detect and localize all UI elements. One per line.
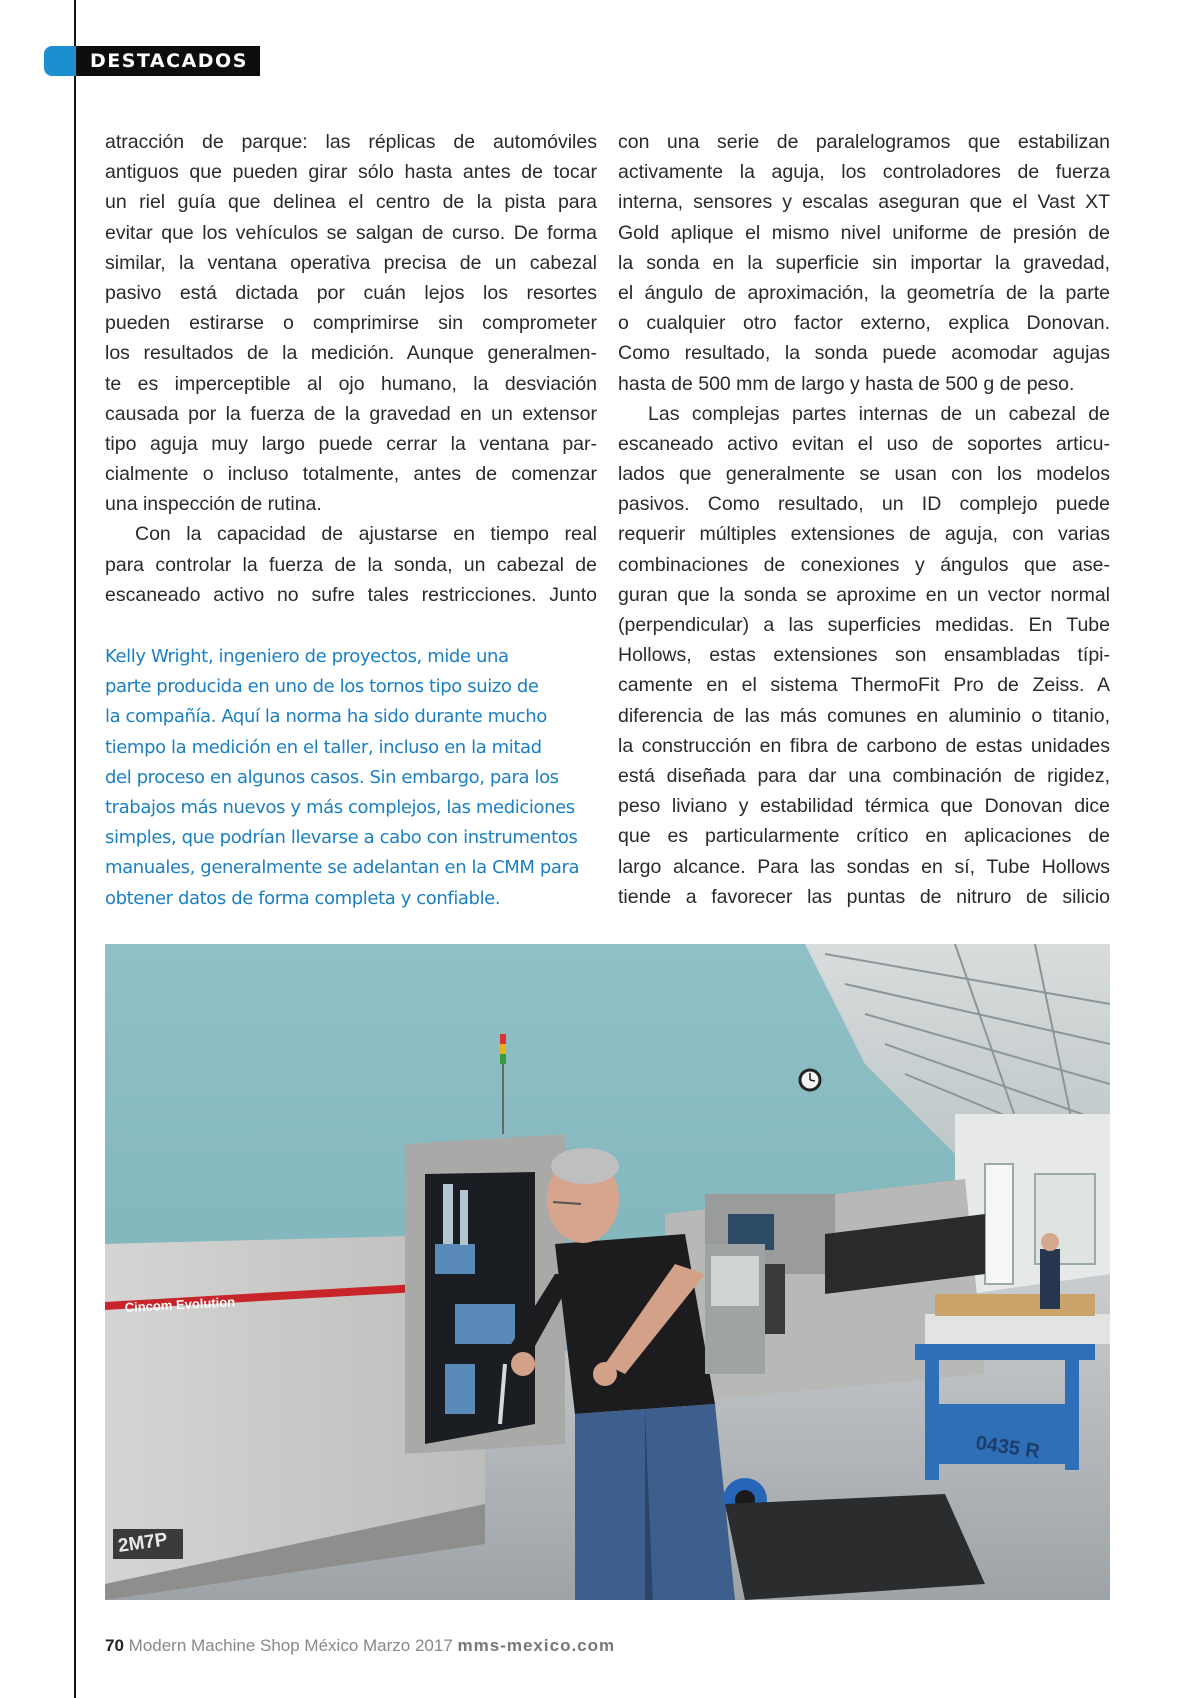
body-line: Con la capacidad de ajustarse en tiempo real [135, 523, 597, 546]
body-line: peso liviano y estabilidad térmica que Donovan dice [618, 795, 1110, 818]
caption-line: tiempo la medición en el taller, incluso en la mitad [105, 736, 542, 758]
body-line: te es imperceptible al ojo humano, la desviación [105, 372, 597, 395]
body-line: Hollows, estas extensiones son ensambladas típi- [618, 644, 1110, 667]
body-line: lados que generalmente se usan con los modelos [618, 463, 1110, 486]
body-line: causada por la fuerza de la gravedad en un extensor [105, 402, 597, 425]
margin-rule [74, 0, 76, 1698]
body-line: cialmente o incluso totalmente, antes de comenzar [105, 463, 597, 486]
body-line: el ángulo de aproximación, la geometría de la parte [618, 281, 1110, 304]
caption-line: obtener datos de forma completa y confiable. [105, 887, 501, 909]
body-line: los resultados de la medición. Aunque generalmen- [105, 342, 597, 365]
body-line: (perpendicular) a las superficies medidas. En Tube [618, 614, 1110, 636]
body-line: largo alcance. Para las sondas en sí, Tube Hollows [618, 855, 1110, 878]
left-column [105, 127, 597, 610]
body-line: requerir múltiples extensiones de aguja, con varias [618, 523, 1110, 546]
page-number: 70 [105, 1636, 124, 1655]
body-line: que es particularmente crítico en aplicaciones de [618, 825, 1110, 848]
body-line: pueden estirarse o comprimirse sin comprometer [105, 312, 597, 335]
caption-line: manuales, generalmente se adelantan en la CMM para [105, 857, 580, 879]
body-line: escaneado activo evitan el uso de soportes articu- [618, 432, 1110, 455]
body-line: está diseñada para dar una combinación de rigidez, [618, 764, 1110, 787]
body-line: tipo aguja muy largo puede cerrar la ventana par- [105, 432, 597, 455]
body-line: con una serie de paralelogramos que estabilizan [618, 131, 1110, 153]
machine-brand-label: Cincom Evolution [124, 1294, 236, 1315]
body-line: diferencia de las más comunes en aluminio o titanio, [618, 704, 1110, 727]
body-line: Las complejas partes internas de un cabezal de [648, 402, 1110, 425]
section-label: DESTACADOS [76, 46, 260, 76]
publication-name: Modern Machine Shop México Marzo 2017 [128, 1636, 453, 1655]
body-line: guran que la sonda se aproxime en un vector normal [618, 583, 1110, 606]
body-line: camente en el sistema ThermoFit Pro de Zeiss. A [618, 674, 1110, 697]
body-line: atracción de parque: las réplicas de automóviles [105, 131, 597, 153]
caption-line: del proceso en algunos casos. Sin embargo, para los [105, 766, 559, 788]
body-line: un riel guía que delinea el centro de la pista para [105, 191, 597, 214]
body-line: la construcción en fibra de carbono de estas unidades [618, 734, 1110, 757]
caption-line: la compañía. Aquí la norma ha sido durante mucho [105, 706, 547, 728]
body-line: antiguos que pueden girar sólo hasta antes de tocar [105, 161, 597, 184]
body-line: hasta de 500 mm de largo y hasta de 500 g de peso. [618, 372, 1075, 395]
right-column [618, 127, 1110, 912]
body-line: la sonda en la superficie sin importar la gravedad, [618, 251, 1110, 274]
caption-line: simples, que podrían llevarse a cabo con instrumentos [105, 827, 578, 849]
body-line: evitar que los vehículos se salgan de curso. De forma [105, 221, 597, 244]
body-line: tiende a favorecer las puntas de nitruro de silicio [618, 885, 1110, 908]
body-line: escaneado activo no sufre tales restricciones. Junto [105, 583, 597, 606]
machine-model-label: 2M7P [116, 1529, 169, 1557]
website-link[interactable]: mms-mexico.com [457, 1636, 616, 1655]
caption-line: parte producida en uno de los tornos tipo suizo de [105, 676, 539, 698]
body-line: combinaciones de conexiones y ángulos que ase- [618, 553, 1110, 576]
shop-floor-photo [105, 944, 1110, 1600]
body-line: Gold aplique el mismo nivel uniforme de presión de [618, 221, 1110, 244]
body-line: pasivos. Como resultado, un ID complejo puede [618, 493, 1110, 516]
body-line: Como resultado, la sonda puede acomodar agujas [618, 342, 1110, 365]
page-footer [105, 1636, 615, 1656]
body-line: pasivo está dictada por cuán lejos los resortes [105, 281, 597, 304]
photo-caption [105, 642, 597, 914]
body-line: activamente la aguja, los controladores de fuerza [618, 161, 1110, 184]
cart-number-label: 0435 R [974, 1432, 1042, 1463]
caption-line: trabajos más nuevos y más complejos, las mediciones [105, 796, 575, 818]
body-line: una inspección de rutina. [105, 493, 322, 516]
caption-line: Kelly Wright, ingeniero de proyectos, mide una [105, 646, 509, 667]
body-line: similar, la ventana operativa precisa de un cabezal [105, 251, 597, 274]
body-line: interna, sensores y escalas aseguran que el Vast XT [618, 191, 1110, 214]
body-line: para controlar la fuerza de la sonda, un cabezal de [105, 553, 597, 576]
body-line: o cualquier otro factor externo, explica Donovan. [618, 312, 1110, 335]
